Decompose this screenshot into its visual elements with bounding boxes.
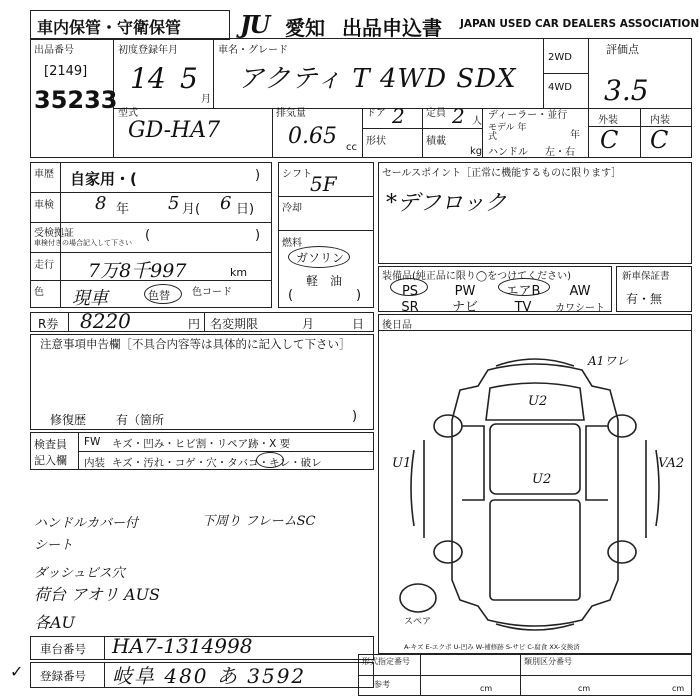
shaken-day: 6 [220,193,232,214]
equip-airbag-circle [498,278,550,296]
diagram-mark-u2-center: U2 [532,472,552,487]
color-label: 色 [34,287,44,298]
shaken-label: 車検 [34,200,54,211]
new-warranty-value: 有・無 [626,292,663,306]
registration-value: 岐阜 480 あ 3592 [112,664,307,688]
equip-navi: ナビ [451,300,478,315]
first-reg-label: 初度登録年月 [118,45,178,56]
equip-ps: PS [401,284,419,299]
capacity-value: 2 [452,104,465,128]
int-mark-circle [256,452,284,468]
shaken-month-unit: 月( [182,202,201,217]
note-line-5: 各AU [34,613,76,632]
month-unit: 月 [201,94,211,105]
category-label: 類別区分番号 [524,657,572,666]
shaken-day-unit: 日) [236,202,255,217]
dealer-label: ディーラー・並行 [488,110,568,121]
ju-logo-mark: JU [240,10,269,39]
r-ticket-value: 8220 [80,309,131,333]
note-side: 下周り フレームSC [202,514,316,529]
name-change-day: 日 [352,317,365,331]
displacement-value: 0.65 [288,124,337,149]
damage-legend: A-キズ E-エクボ U-凹み W-補修跡 S-サビ C-腐食 XX-交換済 [404,643,580,651]
fw-text: キズ・凹み・ヒビ割・リペア跡・X 要 [112,438,291,450]
shift-value: 5F [310,172,337,196]
association-name: JAPAN USED CAR DEALERS ASSOCIATION [460,18,700,30]
cm-unit-2: cm [578,684,591,693]
exterior-label: 外装 [598,115,618,126]
registration-label: 登録番号 [40,669,86,683]
handle-options: 左・右 [545,147,575,158]
color-value: 現車 [72,288,108,309]
equip-leather-seat: カワシート [555,303,605,314]
note-line-1: ハンドルカバー付 [34,516,139,531]
shaken-year-unit: 年 [116,202,130,217]
equip-sr: SR [401,300,419,315]
recv-note: 車検付きの場合記入して下さい [34,239,132,247]
capacity-label: 定員 [426,108,446,119]
exterior-value: C [600,126,619,154]
capacity-unit: 人 [472,116,482,127]
doors-value: 2 [392,104,405,128]
recv-label: 受検拠証 [34,228,74,239]
chassis-label: 車台番号 [40,642,86,656]
fuel-label: 燃料 [282,238,302,249]
equip-tv: TV [514,300,532,315]
interior-label: 内装 [650,115,670,126]
cm-unit-3: cm [672,684,685,693]
interior-value: C [650,126,669,154]
equipment-label: 装備品(純正品に限り◯をつけてください) [382,271,572,282]
brand-aichi: 愛知 [285,16,325,40]
sales-point-value: *デフロック [386,191,507,216]
equip-airbag: エアB [505,284,541,299]
shaken-year: 8 [95,193,107,214]
mileage-label: 走行 [34,260,54,271]
rear-items-label: 後日品 [382,320,412,331]
sales-point-label: セールスポイント［正常に機能するものに限ります］ [382,168,622,179]
fw-label: FW [84,436,101,448]
lot-number: 35233 [34,86,118,114]
diagram-mark-va2: VA2 [658,456,685,471]
color-code-label: 色コード [192,287,232,298]
ref-label-1: 参考 [374,680,390,689]
name-change-month: 月 [302,317,315,331]
int-label: 内装 [84,457,105,469]
notes-title: 注意事項申告欄［不具合内容等は具体的に記入して下さい］ [40,337,351,351]
cm-unit-1: cm [480,684,493,693]
drive-4wd: 4WD [548,82,572,93]
doors-label: ドア [366,108,386,119]
displacement-unit: cc [346,142,357,153]
shift-label: シフト [282,169,312,180]
load-label: 積載 [426,136,446,147]
lot-small-number: [2149] [44,64,88,79]
type-value: GD-HA7 [128,118,221,143]
r-ticket-label: R券 [38,317,59,331]
mileage-value: 7万8千997 [88,260,187,282]
equip-ps-circle [390,278,428,296]
year-unit: 年 [570,130,580,141]
int-text: キズ・汚れ・コゲ・穴・タバコ・キレ・破レ [112,457,322,469]
lot-number-label: 出品番号 [34,45,74,56]
new-warranty-label: 新車保証書 [622,271,670,282]
note-line-3: ダッシュビス穴 [34,566,125,581]
repair-label: 修復歴 [50,413,87,427]
sheet-title: 出品申込書 [342,16,442,40]
spare-label: スペア [404,617,432,627]
chassis-value: HA7-1314998 [112,634,253,658]
first-reg-year: 14 [130,62,166,95]
note-line-4: 荷台 アオリ AUS [34,585,161,604]
diagram-mark-u2-front: U2 [528,394,548,409]
type-label: 型式 [118,108,138,119]
diagram-mark-a1: A1ワレ [588,354,629,368]
drive-2wd: 2WD [548,52,572,63]
fuel-diesel: 軽 油 [306,274,343,288]
model-grade-label: 車名・グレード [218,45,288,56]
shape-label: 形状 [366,136,386,147]
first-reg-month: 5 [180,62,198,95]
model-year-label: モデル 年式 [488,123,527,142]
score-label: 評価点 [606,43,639,56]
handle-label: ハンドル [488,147,528,158]
history-value: 自家用・( [70,170,137,188]
model-cert-label: 形式指定番号 [362,657,410,666]
cooler-label: 冷却 [282,203,302,214]
color-circled: 色替 [148,289,170,302]
displacement-label: 排気量 [276,108,306,119]
note-line-2: シート [34,538,74,553]
mileage-unit: km [230,266,248,279]
inspector-label: 検査員 [34,438,67,451]
equip-aw: AW [569,284,591,299]
equipment-row2 [384,296,610,315]
score-value: 3.5 [604,74,649,107]
entry-label: 記入欄 [34,454,67,467]
ju-logo [240,10,286,38]
storage-title-box [30,10,230,40]
yen-unit: 円 [188,317,201,331]
model-grade-value: アクティ T 4WD SDX [238,64,517,94]
fuel-gasoline: ガソリン [296,251,345,265]
shaken-month: 5 [168,193,180,214]
storage-title: 車内保管・守衛保管 [37,18,182,37]
check-mark-icon: ✓ [10,662,24,681]
equip-pw: PW [454,284,476,299]
diagram-mark-u1: U1 [392,456,412,471]
name-change-label: 名変期限 [210,317,259,331]
repair-value: 有（箇所 [116,413,165,427]
history-label: 車歴 [34,169,54,180]
load-unit: kg [470,146,483,157]
